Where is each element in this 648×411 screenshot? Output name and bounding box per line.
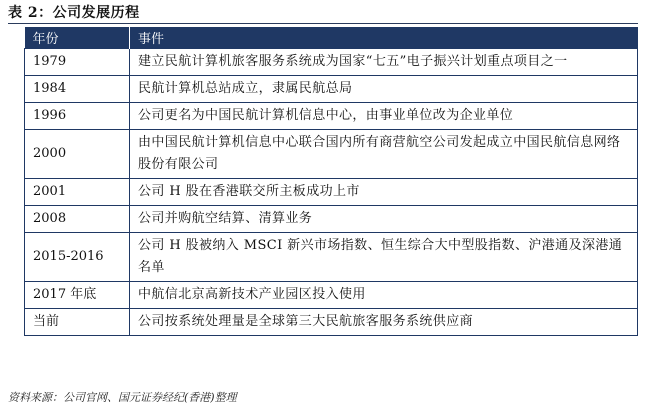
year-cell: 当前 [25, 309, 130, 336]
event-cell: 中航信北京高新技术产业园区投入使用 [130, 282, 638, 309]
table-row [25, 49, 638, 76]
event-cell: 公司按系统处理量是全球第三大民航旅客服务系统供应商 [130, 309, 638, 336]
table-caption: 表 2：公司发展历程 [8, 5, 140, 21]
event-cell: 公司更名为中国民航计算机信息中心，由事业单位改为企业单位 [130, 103, 638, 130]
event-cell: 民航计算机总站成立，隶属民航总局 [130, 76, 638, 103]
year-cell: 1979 [25, 49, 130, 76]
year-cell: 1984 [25, 76, 130, 103]
caption-rule [8, 23, 638, 24]
table-row [25, 233, 638, 282]
year-cell: 2008 [25, 206, 130, 233]
table-row [25, 309, 638, 336]
event-cell: 公司 H 股被纳入 MSCI 新兴市场指数、恒生综合大中型股指数、沪港通及深港通名单 [130, 233, 638, 282]
event-cell: 公司并购航空结算、清算业务 [130, 206, 638, 233]
table-row [25, 206, 638, 233]
year-cell: 2001 [25, 179, 130, 206]
year-cell: 1996 [25, 103, 130, 130]
table-row [25, 179, 638, 206]
year-cell: 2015-2016 [25, 233, 130, 282]
year-cell: 2000 [25, 130, 130, 179]
year-cell: 2017 年底 [25, 282, 130, 309]
event-cell: 建立民航计算机旅客服务系统成为国家“七五”电子振兴计划重点项目之一 [130, 49, 638, 76]
header-year: 年份 [25, 27, 130, 49]
table-row [25, 76, 638, 103]
event-cell: 由中国民航计算机信息中心联合国内所有商营航空公司发起成立中国民航信息网络股份有限公司 [130, 130, 638, 179]
header-event: 事件 [130, 27, 638, 49]
header-row [25, 27, 638, 49]
table-row [25, 103, 638, 130]
source-note: 资料来源：公司官网、国元证券经纪(香港)整理 [8, 391, 237, 404]
event-cell: 公司 H 股在香港联交所主板成功上市 [130, 179, 638, 206]
table-row [25, 130, 638, 179]
table-row [25, 282, 638, 309]
history-table [24, 27, 638, 336]
